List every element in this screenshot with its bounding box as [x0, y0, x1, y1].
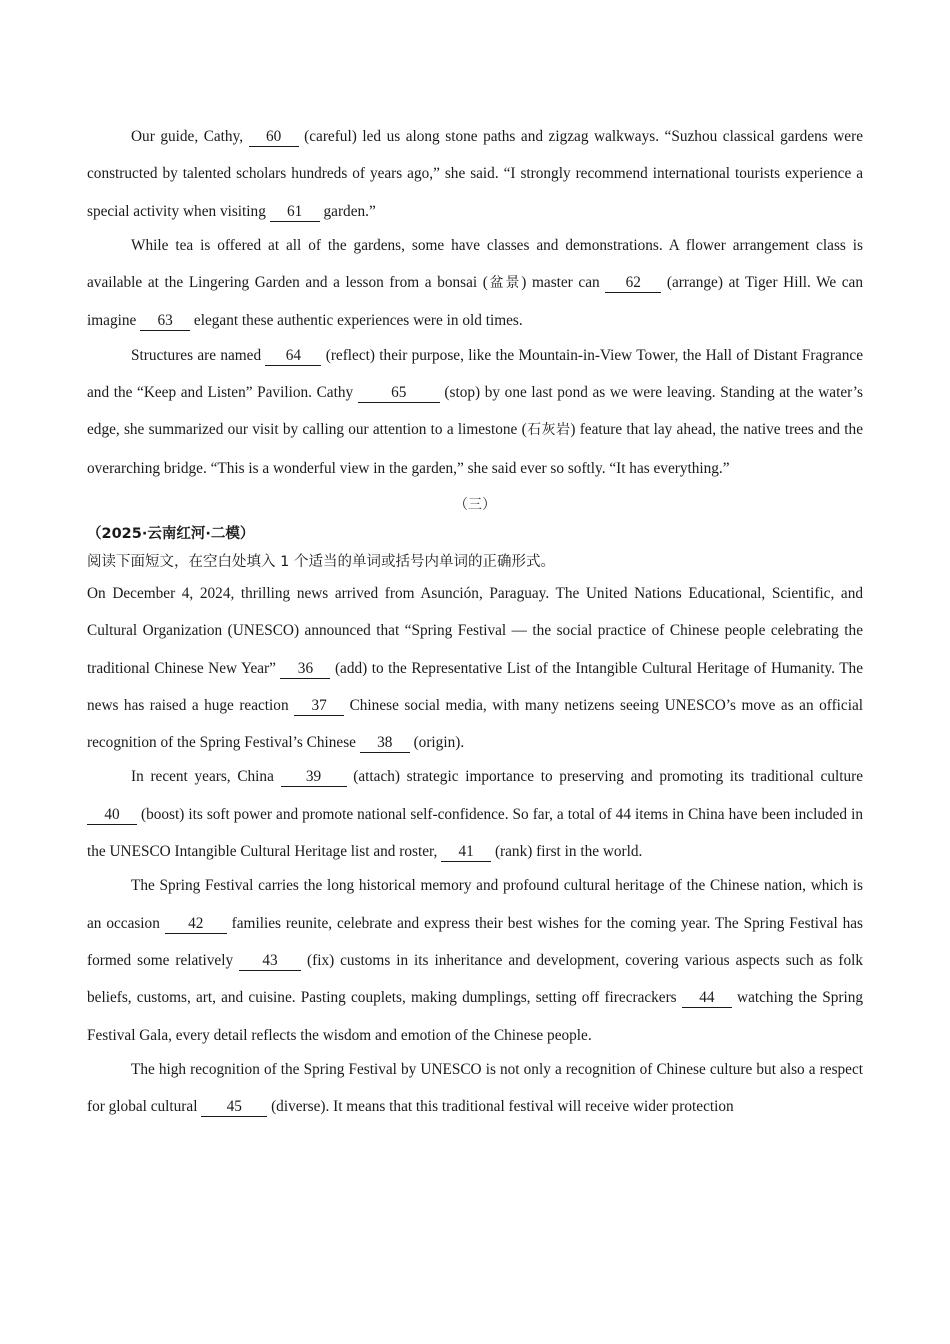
blank-42[interactable]: 42: [165, 915, 227, 934]
text: watching the Spring Festival Gala, every detail reflects the wisdom and emotion of the Chinese people.: [87, 989, 864, 1044]
blank-41[interactable]: 41: [441, 843, 491, 862]
text: (rank) first in the world.: [491, 843, 643, 861]
text: The high recognition of the Spring Festival by UNESCO is not only a recognition of Chinese culture but also a respect for global cultural: [87, 1060, 863, 1116]
text: (arrange) at Tiger Hill. We can imagine: [87, 274, 863, 330]
blank-44[interactable]: 44: [682, 989, 732, 1008]
text: (careful) led us along stone paths and zigzag walkways. “Suzhou classical gardens were constructed by talented scholars hundreds of years ago,” she said. “I strongly recommend international tourists experience a special activity when visiting: [87, 128, 863, 220]
exam-source: （2025·云南红河·二模）: [87, 525, 255, 542]
section-number: （三）: [454, 496, 496, 513]
passage2-paragraph-1: [87, 575, 863, 761]
passage1-paragraph-3: [87, 337, 863, 487]
text: families reunite, celebrate and express their best wishes for the coming year. The Spring Festival has formed some relatively: [87, 914, 864, 969]
blank-64[interactable]: 64: [265, 347, 321, 366]
text: elegant these authentic experiences were in old times.: [190, 312, 523, 330]
blank-60[interactable]: 60: [249, 128, 299, 147]
text: Our guide, Cathy,: [131, 128, 249, 145]
passage2-paragraph-4: [87, 1051, 863, 1126]
text: (reflect) their purpose, like the Mountain-in-View Tower, the Hall of Distant Fragrance and the “Keep and Listen” Pavilion. Cathy: [87, 346, 863, 402]
text: While tea is offered at all of the gardens, some have classes and demonstrations. A flower arrangement class is available at the Lingering Garden and a lesson from a bonsai (: [87, 236, 863, 292]
blank-62[interactable]: 62: [605, 274, 661, 293]
text: On December 4, 2024, thrilling news arrived from Asunción, Paraguay. The United Nations Educational, Scientific, and Cultural Organization (UNESCO) announced that “Spring Festival — the social practice of Chinese people celebrating the traditional Chinese New Year”: [87, 584, 863, 677]
text: ) feature that lay ahead, the native trees and the overarching bridge. “This is a wonderful view in the garden,” she said ever so softly. “It has everything.”: [87, 421, 863, 477]
blank-36[interactable]: 36: [280, 660, 330, 679]
blank-37[interactable]: 37: [294, 697, 344, 716]
text: ) master can: [521, 274, 606, 292]
text: (stop) by one last pond as we were leaving. Standing at the water’s edge, she summarized our visit by calling our attention to a limestone (: [87, 384, 863, 439]
text: (fix) customs in its inheritance and development, covering various aspects such as folk beliefs, customs, art, and cuisine. Pasting couplets, making dumplings, setting off firecrackers: [87, 951, 863, 1007]
blank-43[interactable]: 43: [239, 952, 301, 971]
blank-45[interactable]: 45: [201, 1098, 267, 1117]
passage2-paragraph-2: [87, 758, 863, 870]
blank-63[interactable]: 63: [140, 312, 190, 331]
chinese-gloss: 石灰岩: [526, 422, 571, 439]
chinese-gloss: 盆景: [487, 275, 522, 292]
text: (boost) its soft power and promote national self-confidence. So far, a total of 44 items in China have been included in the UNESCO Intangible Cultural Heritage list and roster,: [87, 805, 863, 861]
blank-40[interactable]: 40: [87, 806, 137, 825]
document-page: [87, 118, 863, 1125]
instruction: 阅读下面短文，在空白处填入 1 个适当的单词或括号内单词的正确形式。: [87, 553, 555, 570]
passage1-paragraph-2: [87, 227, 863, 340]
text: garden.”: [319, 202, 376, 220]
text: The Spring Festival carries the long historical memory and profound cultural heritage of the Chinese nation, which is an occasion: [87, 877, 863, 932]
text: (origin).: [409, 734, 465, 752]
text: (add) to the Representative List of the Intangible Cultural Heritage of Humanity. The news has raised a huge reaction: [87, 659, 863, 714]
text: In recent years, China: [131, 768, 281, 786]
text: (diverse). It means that this traditional festival will receive wider protection: [267, 1098, 734, 1116]
blank-38[interactable]: 38: [360, 734, 410, 753]
blank-65[interactable]: 65: [358, 384, 440, 403]
blank-39[interactable]: 39: [281, 768, 347, 787]
text: Chinese social media, with many netizens seeing UNESCO’s move as an official recognition of the Spring Festival’s Chinese: [87, 696, 863, 752]
passage2-paragraph-3: [87, 867, 863, 1053]
blank-61[interactable]: 61: [270, 203, 320, 222]
passage1-paragraph-1: [87, 118, 863, 230]
text: (attach) strategic importance to preserving and promoting its traditional culture: [346, 768, 863, 786]
text: Structures are named: [131, 346, 266, 364]
